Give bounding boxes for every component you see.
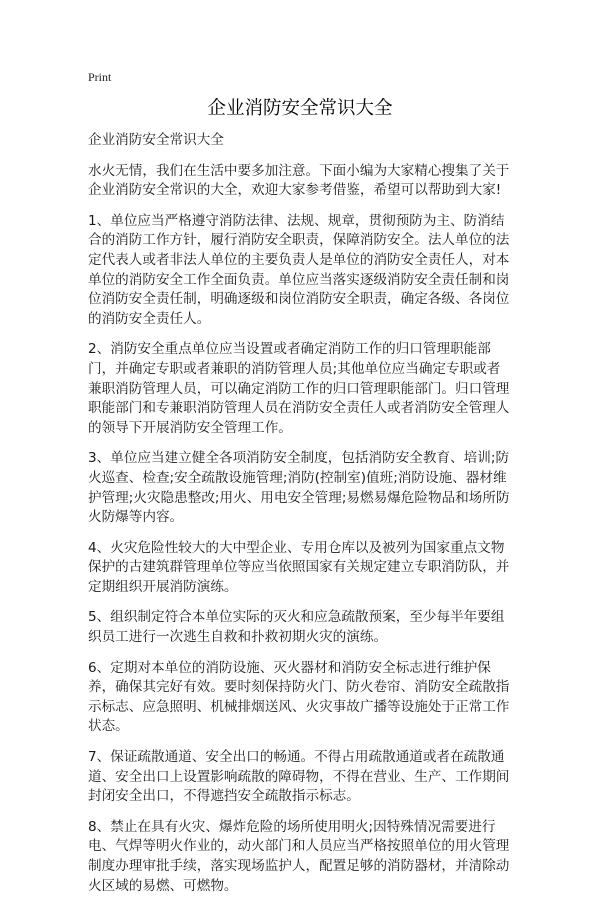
paragraph-item-2: 2、消防安全重点单位应当设置或者确定消防工作的归口管理职能部门，并确定专职或者兼职的消防管理人员;其他单位应当确定专职或者兼职消防管理人员，可以确定消防工作的归口管理职能部门。归口管理职能部门和专兼职消防管理人员在消防安全责任人或者消防安全管理人的领导下开展消防安全管理工作。 <box>88 341 510 436</box>
paragraph-item-1: 1、单位应当严格遵守消防法律、法规、规章，贯彻预防为主、防消结合的消防工作方针，履行消防安全职责，保障消防安全。法人单位的法定代表人或者非法人单位的主要负责人是单位的消防安全责任人，对本单位的消防安全工作全面负责。单位应当落实逐级消防安全责任制和岗位消防安全责任制，明确逐级和岗位消防安全职责，确定各级、各岗位的消防安全责任人。 <box>88 212 510 327</box>
intro-paragraph: 水火无情，我们在生活中要多加注意。下面小编为大家精心搜集了关于企业消防安全常识的大全，欢迎大家参考借鉴，希望可以帮助到大家! <box>88 162 510 199</box>
document-subtitle: 企业消防安全常识大全 <box>88 132 224 148</box>
paragraph-item-8: 8、禁止在具有火灾、爆炸危险的场所使用明火;因特殊情况需要进行电、气焊等明火作业的，动火部门和人员应当严格按照单位的用火管理制度办理审批手续，落实现场监护人，配置足够的消防器材，并清除动火区域的易燃、可燃物。 <box>88 818 510 894</box>
paragraph-item-3: 3、单位应当建立健全各项消防安全制度，包括消防安全教育、培训;防火巡查、检查;安全疏散设施管理;消防(控制室)值班;消防设施、器材维护管理;火灾隐患整改;用火、用电安全管理;易燃易爆危险物品和场所防火防爆等内容。 <box>88 450 510 526</box>
document-title: 企业消防安全常识大全 <box>207 98 393 119</box>
paragraph-item-6: 6、定期对本单位的消防设施、灭火器材和消防安全标志进行维护保养，确保其完好有效。要时刻保持防火门、防火卷帘、消防安全疏散指示标志、应急照明、机械排烟送风、火灾事故广播等设施处于正常工作状态。 <box>88 659 510 735</box>
print-link[interactable]: Print <box>88 70 112 84</box>
paragraph-item-4: 4、火灾危险性较大的大中型企业、专用仓库以及被列为国家重点文物保护的古建筑群管理单位等应当依照国家有关规定建立专职消防队，并定期组织开展消防演练。 <box>88 539 510 595</box>
paragraph-item-7: 7、保证疏散通道、安全出口的畅通。不得占用疏散通道或者在疏散通道、安全出口上设置影响疏散的障碍物，不得在营业、生产、工作期间封闭安全出口，不得遮挡安全疏散指示标志。 <box>88 749 510 805</box>
document-body <box>88 131 513 907</box>
paragraph-item-5: 5、组织制定符合本单位实际的灭火和应急疏散预案，至少每半年要组织员工进行一次逃生自救和扑救初期火灾的演练。 <box>88 609 505 646</box>
